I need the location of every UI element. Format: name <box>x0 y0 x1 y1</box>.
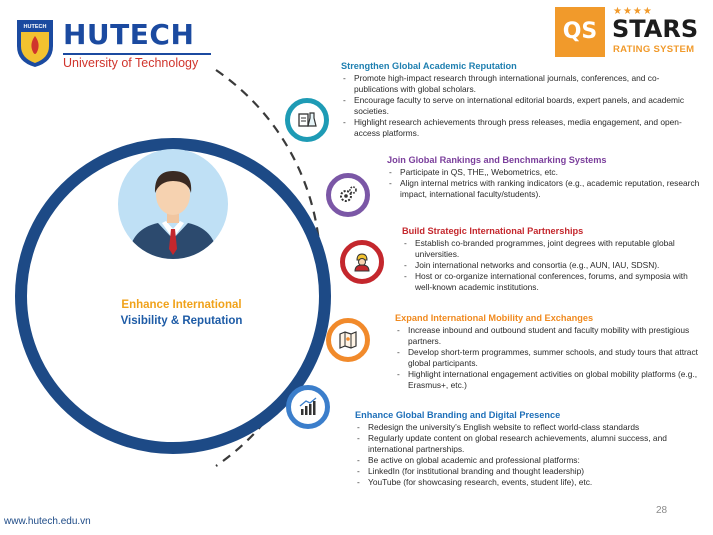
hutech-name: HUTECH <box>63 18 195 51</box>
bullet-item: - Regularly update content on global research achievements, alumni success, and international partnerships. <box>355 433 705 455</box>
bullet-list <box>395 325 707 391</box>
section-node-rankings <box>326 173 370 217</box>
hutech-crest-icon <box>15 18 55 68</box>
bullet-list <box>402 238 707 293</box>
bullet-item: - Increase inbound and outbound student and faculty mobility with prestigious partners. <box>395 325 707 347</box>
bullet-item: - Align internal metrics with ranking indicators (e.g., academic reputation, research impact, international faculty/students). <box>387 178 707 200</box>
section-title: Join Global Rankings and Benchmarking Systems <box>387 155 607 165</box>
center-title <box>100 297 263 329</box>
research-icon <box>297 110 317 130</box>
partner-icon <box>352 252 372 272</box>
qs-stars-word: STARS <box>612 15 699 43</box>
page-number: 28 <box>656 505 668 516</box>
section-reputation <box>341 60 701 139</box>
bullet-item: - Develop short-term programmes, summer schools, and study tours that attract global participants. <box>395 347 707 369</box>
bullet-item: - Promote high-impact research through international journals, conferences, and co-publications with global scholars. <box>341 73 701 95</box>
bullet-item: - YouTube (for showcasing research, events, student life), etc. <box>355 477 705 488</box>
hutech-divider <box>63 53 211 55</box>
svg-text:HUTECH: HUTECH <box>23 24 47 30</box>
qs-star-icons: ★★★★ <box>613 6 653 17</box>
section-node-branding <box>286 385 330 429</box>
bullet-list <box>341 73 701 139</box>
bullet-item: - Redesign the university’s English website to reflect world-class standards <box>355 422 705 433</box>
bullet-item: - Establish co-branded programmes, joint degrees with reputable global universities. <box>402 238 707 260</box>
center-title-line1: Enhance International <box>121 299 242 311</box>
website-link[interactable]: www.hutech.edu.vn <box>4 516 91 527</box>
section-title: Enhance Global Branding and Digital Presence <box>355 410 561 420</box>
gears-icon <box>338 185 358 205</box>
qs-rating-system: RATING SYSTEM <box>613 44 695 55</box>
section-title: Expand International Mobility and Exchanges <box>395 313 594 323</box>
bullet-item: - Highlight international engagement activities on global mobility platforms (e.g., Erasmus+, etc.) <box>395 369 707 391</box>
bullet-item: - Participate in QS, THE,, Webometrics, etc. <box>387 167 707 178</box>
hutech-logo <box>15 16 205 70</box>
section-title: Build Strategic International Partnerships <box>402 226 584 236</box>
bullet-item: - Host or co-organize international conferences, forums, and symposia with well-known academic institutions. <box>402 271 707 293</box>
bullet-item: - Encourage faculty to serve on international editorial boards, expert panels, and academic societies. <box>341 95 701 117</box>
hutech-tagline: University of Technology <box>63 56 199 70</box>
bullet-item: - Highlight research achievements through press releases, media engagement, and open-access platforms. <box>341 117 701 139</box>
center-title-line2: Visibility & Reputation <box>120 315 243 327</box>
businessman-avatar-icon <box>118 149 228 259</box>
map-icon <box>338 330 358 350</box>
growth-chart-icon <box>298 397 318 417</box>
section-rankings <box>387 154 707 200</box>
bullet-item: - Join international networks and consortia (e.g., AUN, IAU, SDSN). <box>402 260 707 271</box>
section-partnerships <box>402 225 707 293</box>
bullet-list <box>355 422 705 488</box>
section-branding <box>355 409 705 488</box>
section-node-mobility <box>326 318 370 362</box>
bullet-item: - LinkedIn (for institutional branding and thought leadership) <box>355 466 705 477</box>
section-title: Strengthen Global Academic Reputation <box>341 61 517 71</box>
qs-stars-logo <box>555 7 705 57</box>
section-mobility <box>395 312 707 391</box>
bullet-list <box>387 167 707 200</box>
qs-mark: QS <box>555 7 605 57</box>
section-node-partnerships <box>340 240 384 284</box>
section-node-research <box>285 98 329 142</box>
bullet-item: - Be active on global academic and professional platforms: <box>355 455 705 466</box>
